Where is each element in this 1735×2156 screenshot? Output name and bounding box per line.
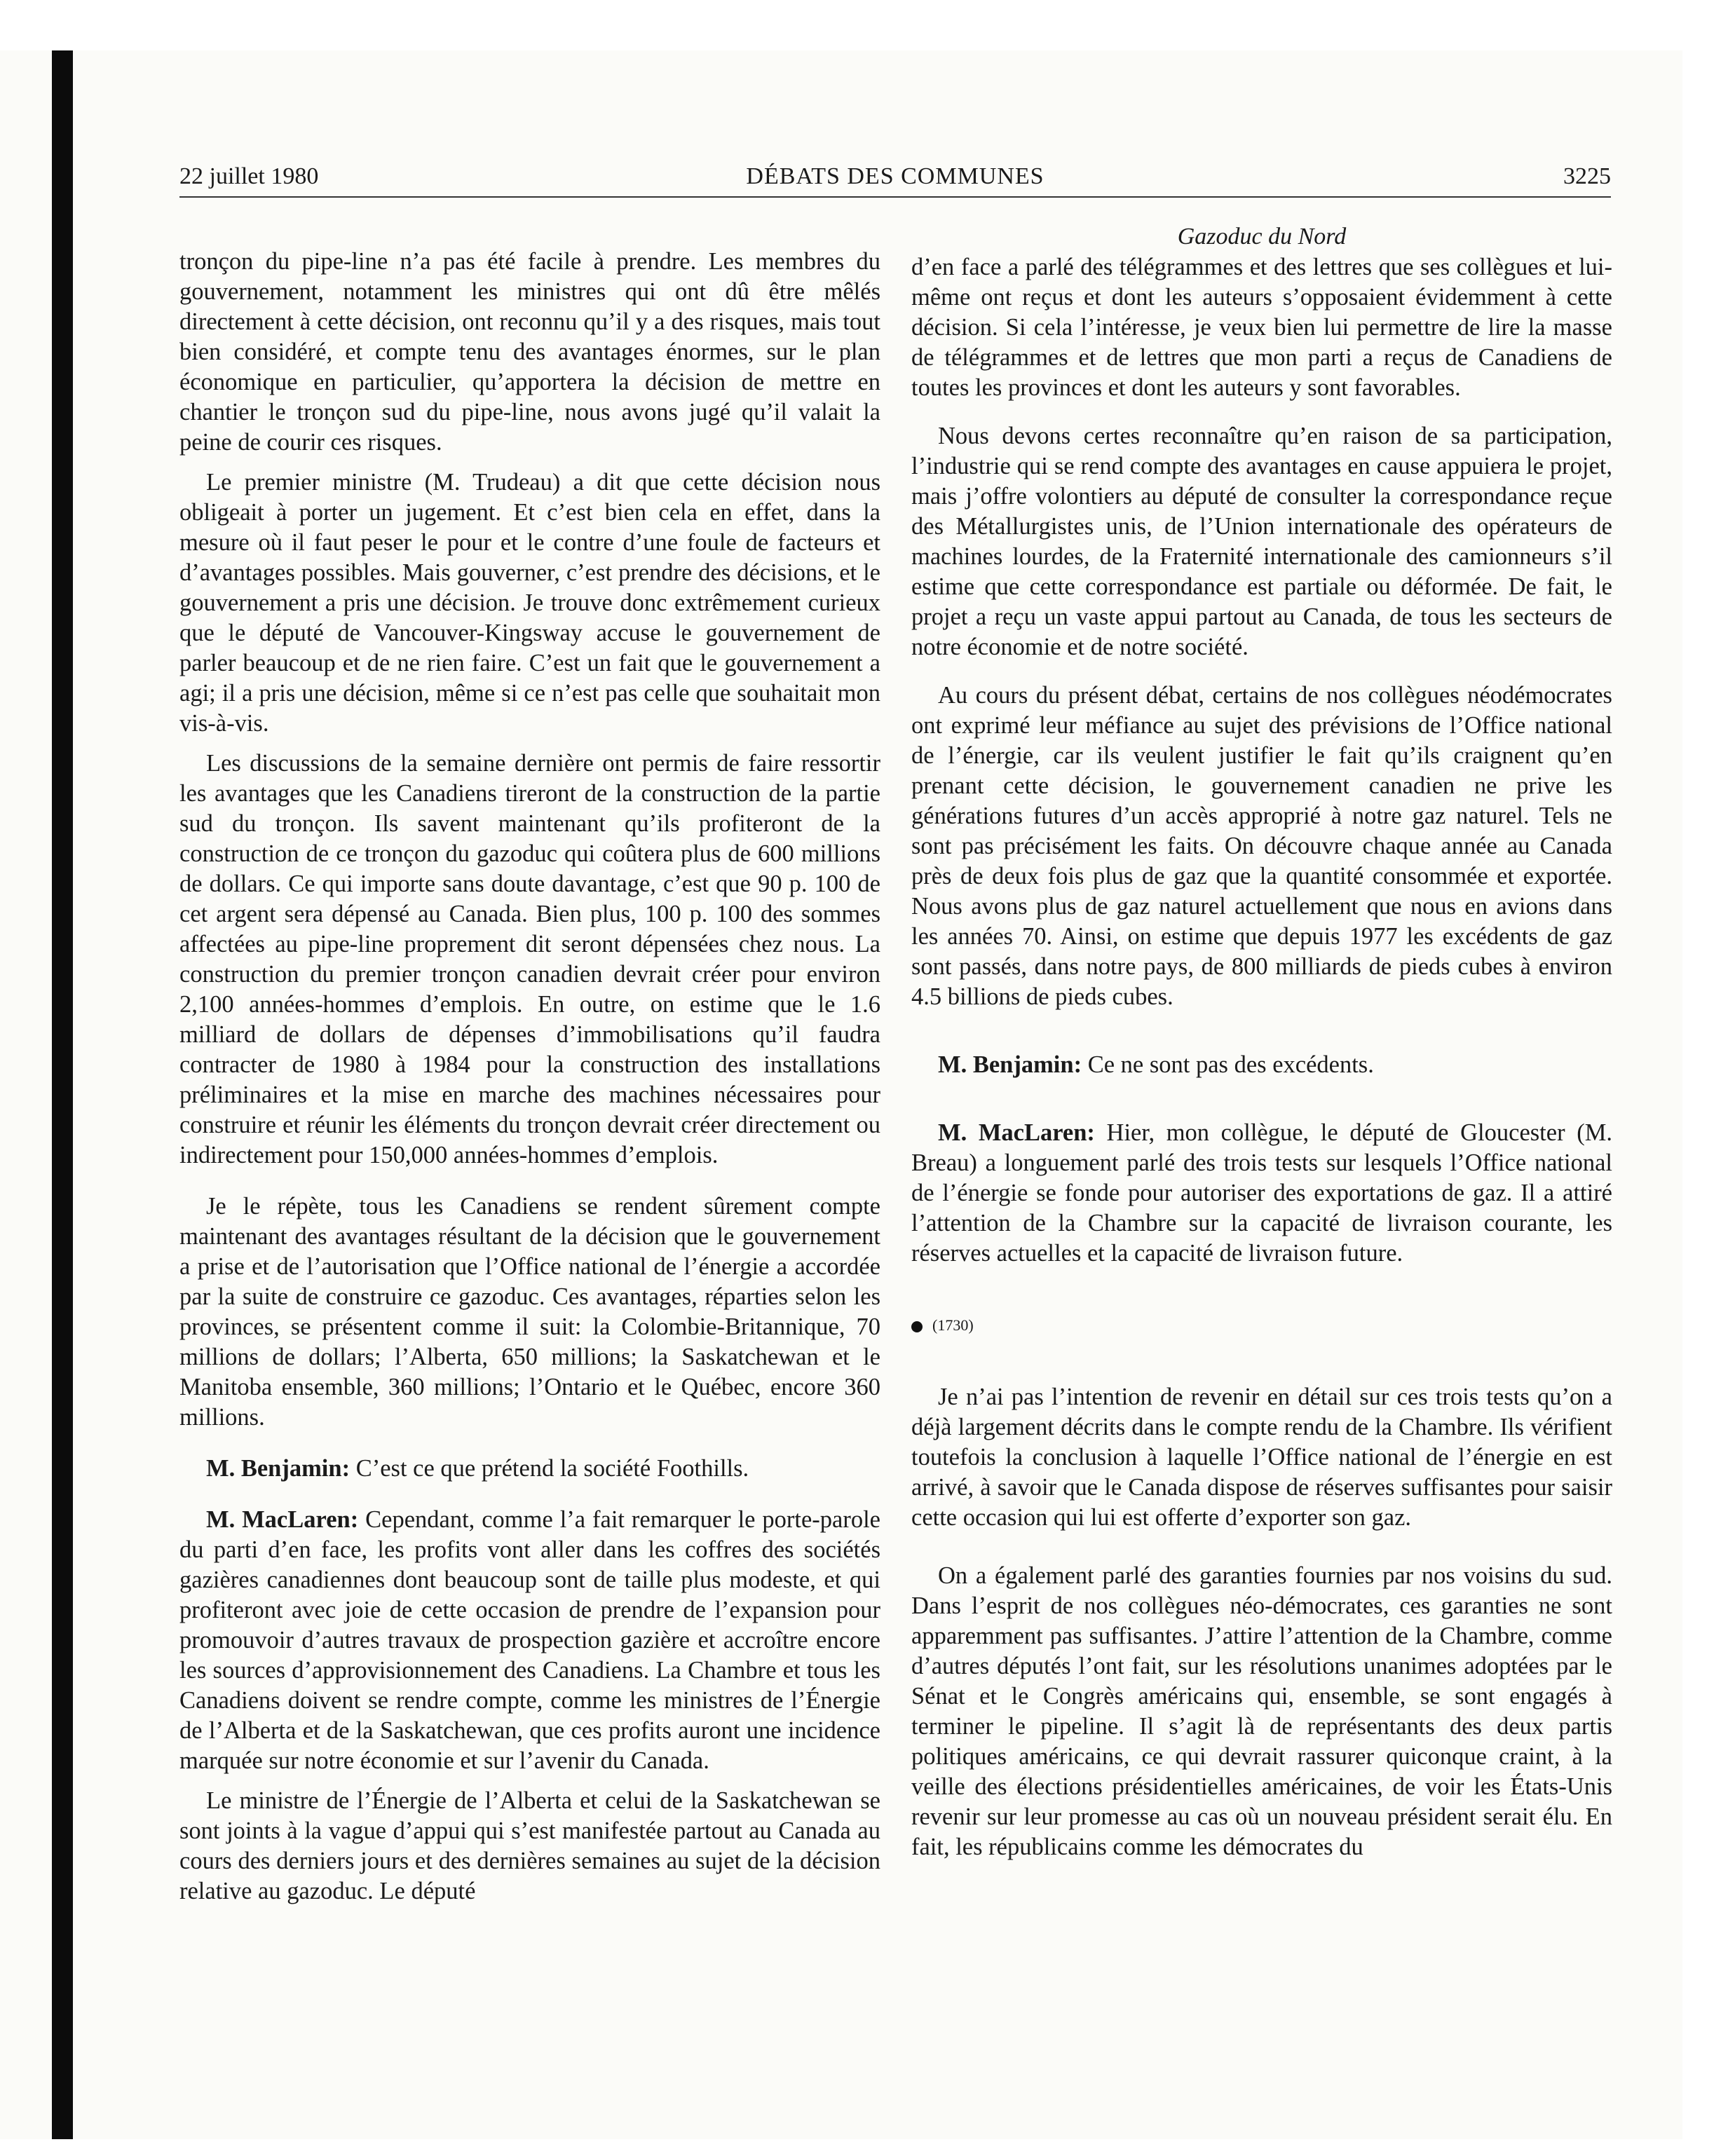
bullet-icon [911, 1321, 923, 1332]
right-column [911, 221, 1612, 1872]
speaker-name: M. Benjamin: [938, 1051, 1082, 1078]
speech-benjamin [179, 1454, 880, 1484]
speech-text: Cependant, comme l’a fait remarquer le porte-parole du parti d’en face, les profits vont aller dans les coffres des sociétés gazières canadiennes dont beaucoup sont de taille plus modeste, et qui profiteront avec joie de cette occasion de prendre de l’expansion pour promouvoir d’autres travaux de prospection gazière et accroître encore les sources d’approvisionnement des Canadiens. La Chambre et tous les Canadiens doivent se rendre compte, comme les ministres de l’Énergie de l’Alberta et de la Saskatchewan, que ces profits auront une incidence marquée sur notre économie et sur l’avenir du Canada. [179, 1506, 880, 1774]
speech-maclaren [179, 1505, 880, 1776]
paragraph: Le ministre de l’Énergie de l’Alberta et celui de la Saskatchewan se sont joints à la vague d’appui qui s’est manifestée partout au Canada au cours des derniers jours et des dernières semaines au sujet de la décision relative au gazoduc. Le député [179, 1787, 880, 1904]
paragraph: d’en face a parlé des télégrammes et des lettres que ses collègues et lui-même ont reçus et dont les auteurs s’opposaient évidemment à cette décision. Si cela l’intéresse, je veux bien lui permettre de lire la masse de télégrammes et de lettres que mon parti a reçus de Canadiens de toutes les provinces et dont les auteurs y sont favorables. [911, 254, 1612, 401]
time-label: (1730) [932, 1316, 974, 1334]
header-rule [179, 196, 1611, 198]
time-marker [911, 1315, 1612, 1336]
paragraph: tronçon du pipe-line n’a pas été facile à prendre. Les membres du gouvernement, notamment les ministres qui ont dû être mêlés directement à cette décision, ont reconnu qu’il y a des risques, mais tout bien considéré, et compte tenu des avantages énormes, sur le plan économique en particulier, qu’apportera la décision de mettre en chantier le tronçon sud du pipe-line, nous avons jugé qu’il valait la peine de courir ces risques. [179, 248, 880, 456]
page-number: 3225 [1563, 163, 1611, 189]
document-page [179, 160, 1611, 2122]
speech-maclaren [911, 1118, 1612, 1269]
journal-title: DÉBATS DES COMMUNES [746, 163, 1045, 189]
paragraph: Au cours du présent débat, certains de nos collègues néodémocrates ont exprimé leur méfiance au sujet des prévisions de l’Office national de l’énergie, car ils veulent justifier le fait qu’ils craignent qu’en prenant cette décision, le gouvernement canadien ne prive les générations futures d’un accès approprié à notre gaz naturel. Tels ne sont pas précisément les faits. On découvre chaque année au Canada près de deux fois plus de gaz que la quantité consommée et exportée. Nous avons plus de gaz naturel actuellement que nous en avions dans les années 70. Ainsi, on estime que depuis 1977 les excédents de gaz sont passés, dans notre pays, de 800 milliards de pieds cubes à environ 4.5 billions de pieds cubes. [911, 682, 1612, 1010]
speaker-name: M. MacLaren: [206, 1506, 359, 1533]
speech-text: Ce ne sont pas des excédents. [1087, 1051, 1374, 1078]
paragraph: On a également parlé des garanties fournies par nos voisins du sud. Dans l’esprit de nos collègues néo-démocrates, ces garanties ne sont apparemment pas suffisantes. J’attire l’attention de la Chambre, comme d’autres députés l’ont fait, sur les résolutions unanimes adoptées par le Sénat et le Congrès américains qui, ensemble, se sont engagés à terminer le pipeline. Il s’agit là de représentants des deux partis politiques américains, ce qui devrait rassurer quiconque craint, à la veille des élections présidentielles américaines, de voir les États-Unis revenir sur leur promesse au cas où un nouveau président serait élu. En fait, les républicains comme les démocrates du [911, 1562, 1612, 1860]
scan-edge [52, 50, 73, 2139]
paragraph: Je n’ai pas l’intention de revenir en détail sur ces trois tests qu’on a déjà largement décrits dans le compte rendu de la Chambre. Ils vérifient toutefois la conclusion à laquelle l’Office national de l’énergie en est arrivé, à savoir que le Canada dispose de réserves suffisantes pour saisir cette occasion qui lui est offerte d’exporter son gaz. [911, 1384, 1612, 1531]
paragraph: Les discussions de la semaine dernière ont permis de faire ressortir les avantages que les Canadiens tireront de la construction de la partie sud du tronçon. Ils savent maintenant qu’ils profiteront de la construction de ce tronçon du gazoduc qui coûtera plus de 600 millions de dollars. Ce qui importe sans doute davantage, c’est que 90 p. 100 de cet argent sera dépensé au Canada. Bien plus, 100 p. 100 des sommes affectées au pipe-line proprement dit seront dépensées chez nous. La construction du premier tronçon canadien devrait créer pour environ 2,100 années-hommes d’emplois. En outre, on estime que le 1.6 milliard de dollars de dépenses d’immobilisations qu’il faudra contracter de 1980 à 1984 pour la construction des installations préliminaires et la mise en marche des machines nécessaires pour construire et réunir les éléments du tronçon devrait créer directement ou indirectement pour 150,000 années-hommes d’emplois. [179, 750, 880, 1168]
speaker-name: M. Benjamin: [206, 1455, 351, 1482]
speaker-name: M. MacLaren: [938, 1119, 1095, 1146]
speech-text: C’est ce que prétend la société Foothills. [355, 1455, 749, 1482]
paragraph: Nous devons certes reconnaître qu’en raison de sa participation, l’industrie qui se rend compte des avantages en cause appuiera le projet, mais j’offre volontiers au député de consulter la correspondance reçue des Métallurgistes unis, de l’Union internationale des opérateurs de machines lourdes, de la Fraternité internationale des camionneurs s’il estime que cette correspondance est partiale ou déformée. De fait, le projet a reçu un vaste appui partout au Canada, de tous les secteurs de notre économie et de notre société. [911, 423, 1612, 660]
speech-benjamin [911, 1050, 1612, 1080]
left-column [179, 247, 880, 1916]
speech-text: Hier, mon collègue, le député de Gloucester (M. Breau) a longuement parlé des trois tests sur lesquels l’Office national de l’énergie se fonde pour autoriser des exportations de gaz. Il a attiré l’attention de la Chambre sur la capacité de livraison courante, les réserves actuelles et la capacité de livraison future. [911, 1119, 1612, 1267]
running-head [179, 160, 1611, 193]
paragraph: Je le répète, tous les Canadiens se rendent sûrement compte maintenant des avantages résultant de la décision que le gouvernement a prise et de l’autorisation que l’Office national de l’énergie a accordée par la suite de construire ce gazoduc. Ces avantages, réparties selon les provinces, se présentent comme il suit: la Colombie-Britannique, 70 millions de dollars; l’Alberta, 650 millions; la Saskatchewan et le Manitoba ensemble, 360 millions; l’Ontario et le Québec, encore 360 millions. [179, 1193, 880, 1431]
page-date: 22 juillet 1980 [179, 163, 319, 189]
paragraph: Le premier ministre (M. Trudeau) a dit que cette décision nous obligeait à porter un jugement. Et c’est bien cela en effet, dans la mesure où il faut peser le pour et le contre d’une foule de facteurs et d’avantages possibles. Mais gouverner, c’est prendre des décisions, et le gouvernement a pris une décision. Je trouve donc extrêmement curieux que le député de Vancouver-Kingsway accuse le gouvernement de parler beaucoup et de ne rien faire. C’est un fait que le gouvernement a agi; il a pris une décision, même si ce n’est pas celle que souhaitait mon vis-à-vis. [179, 469, 880, 737]
section-title: Gazoduc du Nord [1177, 224, 1347, 250]
